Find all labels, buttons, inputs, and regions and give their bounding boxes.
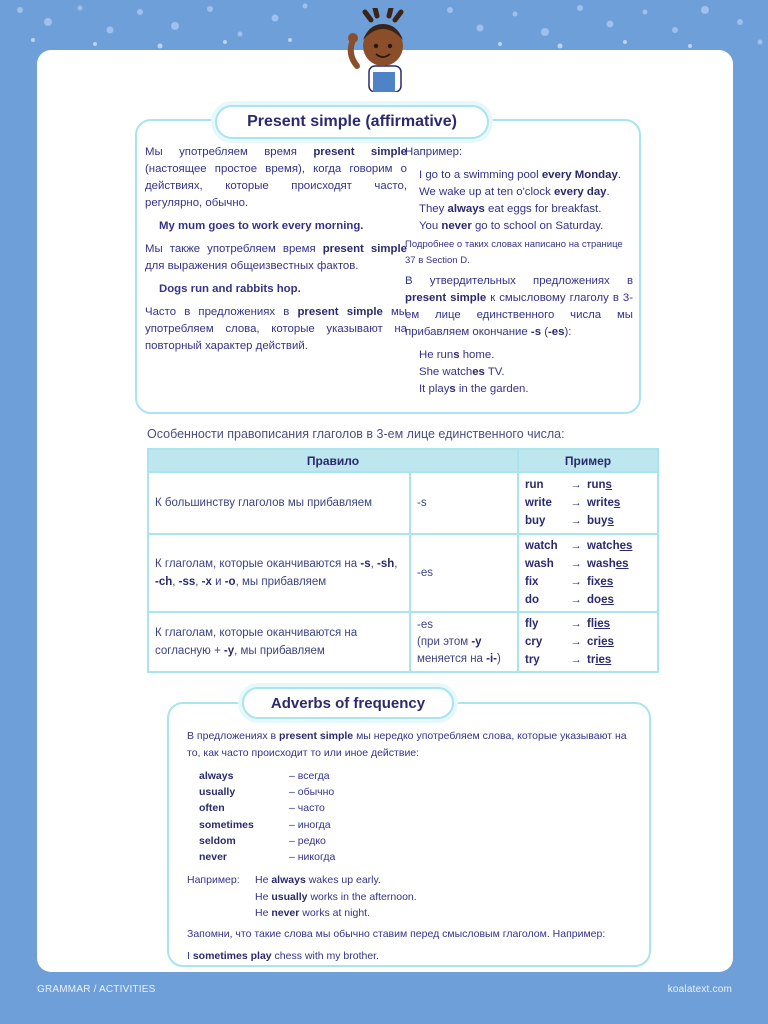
rule-cell: К глаголам, которые оканчиваются на -s, -sh, -ch, -ss, -x и -o, мы прибавляем [148, 534, 410, 612]
rule-cell: К большинству глаголов мы прибавляем [148, 472, 410, 534]
mascot-illustration [343, 8, 423, 92]
adverb: often [199, 802, 225, 815]
base-verb: run [525, 479, 544, 491]
adverbs-intro: В предложениях в present simple мы нередко употребляем слова, которые указывают на то, как часто происходит то или иное действие: [187, 730, 627, 759]
example-cell [518, 472, 658, 534]
ending-cell: -s [410, 472, 518, 534]
table-header-row [148, 449, 658, 472]
example-line: It plays in the garden. [419, 383, 529, 395]
adverb: seldom [199, 834, 236, 847]
example-line: I go to a swimming pool every Monday. [419, 169, 621, 181]
note-text: Подробнее о таких словах написано на странице 37 в Section D. [405, 239, 623, 266]
third-person-form: washes [587, 558, 629, 570]
base-verb: buy [525, 515, 546, 527]
example-line: You never go to school on Saturday. [419, 220, 604, 232]
list-item [199, 784, 335, 800]
base-verb: fly [525, 618, 539, 630]
arrow-icon: → [570, 515, 582, 527]
example-line: He runs home. [419, 349, 495, 361]
remember-note: Запомни, что такие слова мы обычно ставим перед смысловым глаголом. Например: [187, 928, 606, 940]
adverb: sometimes [199, 818, 254, 831]
ending-text: -es [417, 618, 433, 631]
example-line: She watches TV. [419, 366, 505, 378]
adverbs-list [199, 768, 335, 865]
example-line: We wake up at ten o'clock every day. [419, 186, 610, 198]
verb-pair [525, 633, 651, 651]
third-person-form: watches [587, 540, 633, 552]
arrow-icon: → [570, 497, 582, 509]
example-list [405, 167, 633, 235]
third-person-form: does [587, 594, 614, 606]
arrow-icon: → [570, 479, 582, 491]
list-item [199, 768, 335, 784]
column-header: Пример [518, 449, 658, 472]
example-label: Например: [405, 146, 463, 158]
column-header: Правило [148, 449, 518, 472]
table-row [148, 534, 658, 612]
arrow-icon: → [570, 618, 582, 630]
ending-cell [410, 612, 518, 672]
rule-cell: К глаголам, которые оканчиваются на согласную + -y, мы прибавляем [148, 612, 410, 672]
arrow-icon: → [570, 540, 582, 552]
example-sentence: My mum goes to work every morning. [159, 220, 364, 232]
footer-site-link[interactable]: koalatext.com [667, 984, 732, 995]
list-item [199, 849, 335, 865]
arrow-icon: → [570, 636, 582, 648]
base-verb: try [525, 654, 540, 666]
third-person-form: cries [587, 636, 614, 648]
arrow-icon: → [570, 654, 582, 666]
translation: – обычно [289, 786, 335, 799]
adverb: always [199, 770, 234, 782]
verb-pair [525, 476, 651, 494]
present-simple-title: Present simple (affirmative) [215, 105, 489, 139]
footer-section-label: GRAMMAR / ACTIVITIES [37, 984, 156, 995]
arrow-icon: → [570, 576, 582, 588]
ending-note: (при этом -y [417, 635, 482, 648]
rule-paragraph: Мы употребляем время present simple (настоящее простое время), когда говорим о действиях, которые происходят часто, регулярно, обычно. [145, 146, 407, 209]
base-verb: do [525, 594, 540, 606]
final-example: I sometimes play chess with my brother. [187, 950, 380, 962]
spelling-rules-table [147, 448, 659, 673]
example-line: He never works at night. [255, 907, 370, 919]
example-cell [518, 534, 658, 612]
example-list [255, 872, 417, 922]
verb-pair [525, 555, 651, 573]
rule-paragraph: Часто в предложениях в present simple мы употребляем слова, которые указывают на повторный характер действий. [145, 306, 407, 352]
translation: – часто [289, 802, 325, 815]
example-list [405, 347, 633, 398]
base-verb: watch [525, 540, 558, 552]
ending-cell: -es [410, 534, 518, 612]
base-verb: fix [525, 576, 539, 588]
rule-paragraph: Мы также употребляем время present simple для выражения общеизвестных фактов. [145, 243, 407, 272]
verb-pair [525, 615, 651, 633]
adverbs-title: Adverbs of frequency [242, 687, 454, 719]
left-column [145, 144, 407, 355]
verb-pair [525, 494, 651, 512]
translation: – иногда [289, 818, 331, 831]
translation: – никогда [289, 851, 336, 864]
translation: – редко [289, 834, 326, 847]
third-person-form: tries [587, 654, 612, 666]
rule-paragraph: В утвердительных предложениях в present simple к смысловому глаголу в 3-ем лице единственного числа мы прибавляем окончание -s (-es): [405, 275, 633, 338]
base-verb: cry [525, 636, 543, 648]
list-item [199, 833, 335, 849]
page-card [37, 50, 733, 972]
example-sentence: Dogs run and rabbits hop. [159, 283, 301, 295]
list-item [199, 817, 335, 833]
adverb: never [199, 851, 228, 864]
verb-pair [525, 512, 651, 530]
third-person-form: buys [587, 515, 614, 527]
verb-pair [525, 537, 651, 555]
verb-pair [525, 651, 651, 669]
table-row [148, 472, 658, 534]
translation: – всегда [289, 770, 330, 782]
arrow-icon: → [570, 558, 582, 570]
example-line: They always eat eggs for breakfast. [419, 203, 602, 215]
third-person-form: fixes [587, 576, 614, 588]
example-line: He usually works in the afternoon. [255, 890, 417, 903]
adverb-examples [187, 872, 417, 922]
table-row [148, 612, 658, 672]
example-label: Например: [187, 874, 240, 886]
list-item [199, 800, 335, 816]
base-verb: write [525, 497, 552, 509]
right-column [405, 144, 633, 398]
ending-note: меняется на -i-) [417, 652, 501, 665]
arrow-icon: → [570, 594, 582, 606]
table-caption: Особенности правописания глаголов в 3-ем лице единственного числа: [147, 427, 565, 441]
third-person-form: writes [587, 497, 621, 509]
adverb: usually [199, 786, 236, 799]
third-person-form: runs [587, 479, 612, 491]
example-cell [518, 612, 658, 672]
verb-pair [525, 591, 651, 609]
verb-pair [525, 573, 651, 591]
base-verb: wash [525, 558, 554, 570]
third-person-form: flies [587, 618, 611, 630]
example-line: He always wakes up early. [255, 874, 381, 886]
